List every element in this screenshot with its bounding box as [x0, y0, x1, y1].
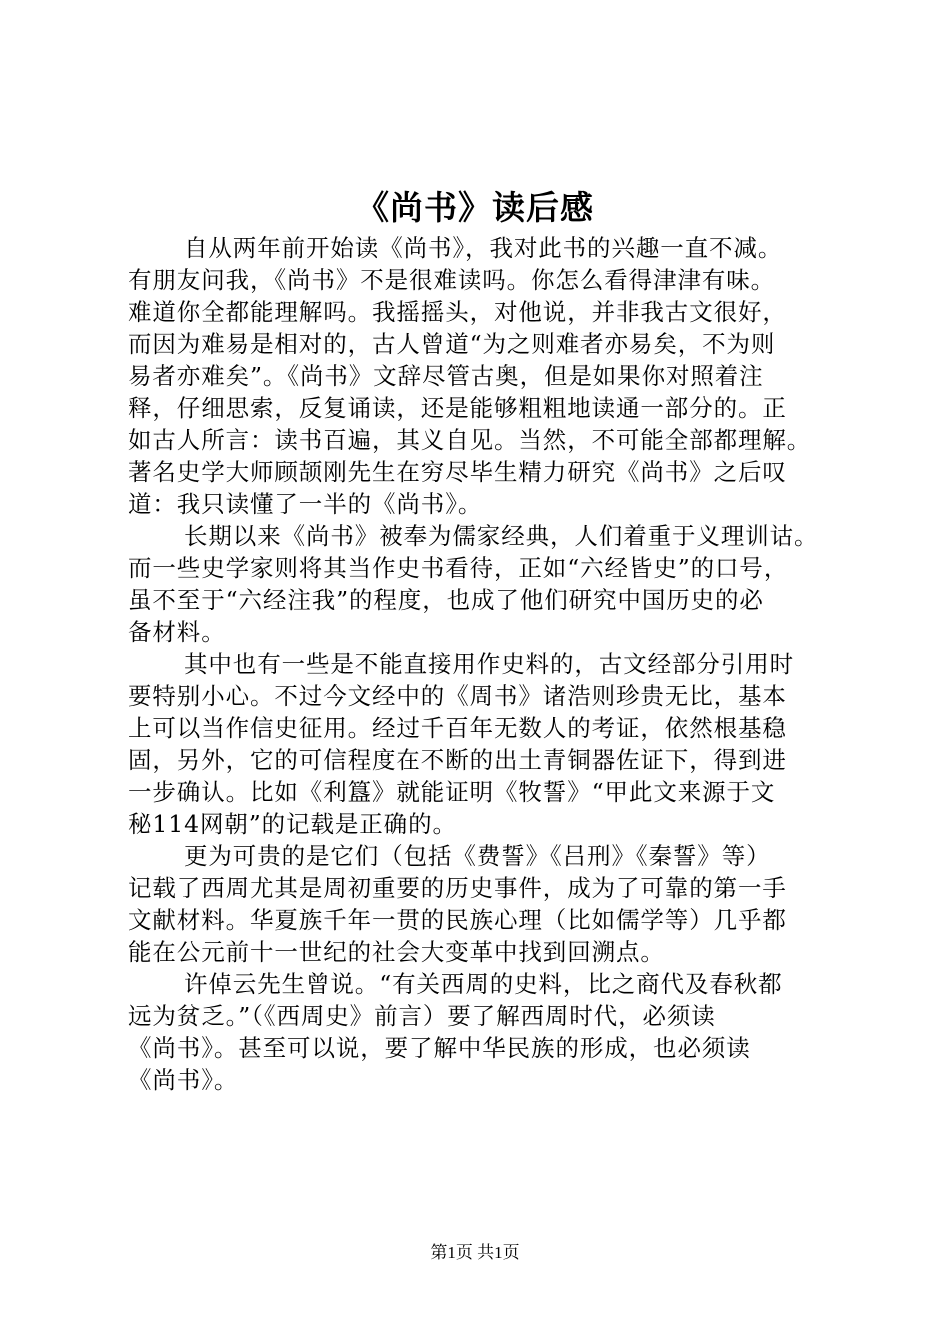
- document-title: 《尚书》读后感: [356, 188, 594, 227]
- text-line: 虽不至于“六经注我”的程度，也成了他们研究中国历史的必: [128, 586, 764, 614]
- text-line: 更为可贵的是它们（包括《费誓》《吕刑》《秦誓》等）: [184, 842, 771, 870]
- paragraph-3: [128, 648, 838, 840]
- document-body: [128, 232, 838, 1096]
- text-line: 著名史学大师顾颉刚先生在穷尽毕生精力研究《尚书》之后叹: [128, 458, 787, 486]
- text-line: 如古人所言：读书百遍，其义自见。当然，不可能全部都理解。: [128, 426, 812, 454]
- text-line: 其中也有一些是不能直接用作史料的，古文经部分引用时: [184, 650, 794, 678]
- text-line: 释，仔细思索，反复诵读，还是能够粗粗地读通一部分的。正: [128, 394, 787, 422]
- text-line: 《尚书》。甚至可以说，要了解中华民族的形成，也必须读: [128, 1034, 751, 1062]
- text-line: 《尚书》。: [128, 1066, 239, 1094]
- text-line: 记载了西周尤其是周初重要的历史事件，成为了可靠的第一手: [128, 874, 787, 902]
- text-line: 一步确认。比如《利簋》就能证明《牧誓》“甲此文来源于文: [128, 778, 776, 806]
- page-footer: 第1页 共1页: [430, 1243, 520, 1262]
- text-line: 上可以当作信史征用。经过千百年无数人的考证，依然根基稳: [128, 714, 787, 742]
- text-line: 易者亦难矣”。《尚书》文辞尽管古奥，但是如果你对照着注: [128, 362, 764, 390]
- text-line: 远为贫乏。”（《西周史》前言）要了解西周时代，必须读: [128, 1002, 716, 1030]
- text-line: 难道你全都能理解吗。我摇摇头，对他说，并非我古文很好，: [128, 298, 787, 326]
- paragraph-1: [128, 232, 838, 520]
- text-line: 而一些史学家则将其当作史书看待，正如“六经皆史”的口号，: [128, 554, 789, 582]
- text-line: 文献材料。华夏族千年一贯的民族心理（比如儒学等）几乎都: [128, 906, 787, 934]
- paragraph-4: [128, 840, 838, 968]
- text-line: 要特别小心。不过今文经中的《周书》诸浩则珍贵无比，基本: [128, 682, 787, 710]
- text-line: 道：我只读懂了一半的《尚书》。: [128, 490, 483, 518]
- text-line: 长期以来《尚书》被奉为儒家经典，人们着重于义理训诂。: [184, 522, 819, 550]
- text-line: 有朋友问我，《尚书》不是很难读吗。你怎么看得津津有味。: [128, 266, 776, 294]
- text-line: 备材料。: [128, 618, 226, 646]
- text-line: 能在公元前十一世纪的社会大变革中找到回溯点。: [128, 938, 665, 966]
- text-line: 固，另外，它的可信程度在不断的出土青铜器佐证下，得到进: [128, 746, 787, 774]
- text-line: 许倬云先生曾说。“有关西周的史料，比之商代及春秋都: [184, 970, 783, 998]
- text-line: 自从两年前开始读《尚书》，我对此书的兴趣一直不减。: [184, 234, 783, 262]
- text-line: 而因为难易是相对的，古人曾道“为之则难者亦易矣，不为则: [128, 330, 776, 358]
- text-line: 秘114网朝”的记载是正确的。: [128, 810, 457, 838]
- paragraph-2: [128, 520, 838, 648]
- paragraph-5: [128, 968, 838, 1096]
